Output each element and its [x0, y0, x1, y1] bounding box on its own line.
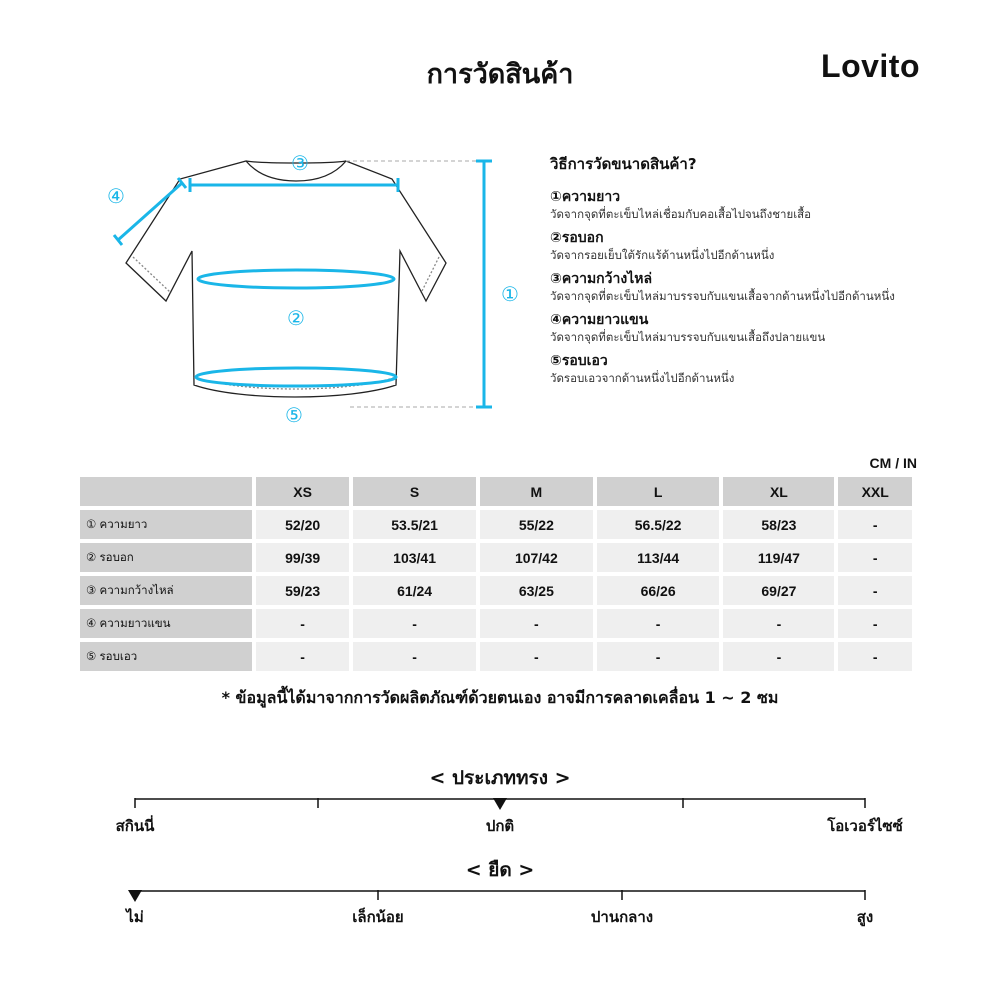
- instruction-desc: วัดจากจุดที่ตะเข็บไหล่เชื่อมกับคอเสื้อไปจนถึงชายเสื้อ: [550, 207, 812, 221]
- measurement-note: * ข้อมูลนี้ได้มาจากการวัดผลิตภัณฑ์ด้วยตนเอง อาจมีการคลาดเคลื่อน 1 ~ 2 ซม: [221, 688, 779, 707]
- table-row: [80, 642, 912, 671]
- row-label: ① ความยาว: [80, 510, 252, 539]
- table-cell: -: [838, 543, 912, 572]
- instruction-desc: วัดจากรอยเย็บใต้รักแร้ด้านหนึ่งไปอีกด้านหนึ่ง: [550, 248, 775, 262]
- marker-length: ①: [501, 282, 519, 306]
- instruction-item: [550, 352, 990, 387]
- instruction-title: ⑤รอบเอว: [550, 353, 608, 369]
- stretch-selected-marker-icon: [128, 890, 142, 902]
- table-cell: 99/39: [256, 543, 349, 572]
- instruction-item: [550, 311, 990, 346]
- table-cell: 113/44: [597, 543, 720, 572]
- instruction-item: [550, 229, 990, 264]
- table-cell: 52/20: [256, 510, 349, 539]
- size-header: L: [597, 477, 720, 506]
- table-cell: 63/25: [480, 576, 593, 605]
- table-cell: 69/27: [723, 576, 834, 605]
- table-header-row: [80, 477, 912, 506]
- table-cell: 61/24: [353, 576, 476, 605]
- table-corner: [80, 477, 252, 506]
- stretch-label-high: สูง: [856, 908, 874, 926]
- table-cell: -: [838, 609, 912, 638]
- brand-logo: Lovito: [821, 48, 920, 84]
- table-cell: -: [597, 642, 720, 671]
- stretch-scale-title: < ยืด >: [465, 859, 535, 881]
- table-cell: 107/42: [480, 543, 593, 572]
- table-cell: -: [838, 510, 912, 539]
- page-title: การวัดสินค้า: [426, 59, 574, 90]
- fit-label-oversize: โอเวอร์ไซซ์: [827, 817, 903, 835]
- instruction-item: [550, 188, 990, 223]
- table-row: [80, 510, 912, 539]
- tshirt-outline: [126, 161, 446, 397]
- stretch-label-none: ไม่: [126, 908, 144, 926]
- instruction-title: ①ความยาว: [550, 189, 621, 205]
- row-label: ⑤ รอบเอว: [80, 642, 252, 671]
- table-cell: -: [838, 642, 912, 671]
- size-header: M: [480, 477, 593, 506]
- instruction-desc: วัดจากจุดที่ตะเข็บไหล่มาบรรจบกับแขนเสื้อถึงปลายแขน: [550, 330, 826, 344]
- marker-shoulder: ③: [291, 151, 309, 175]
- table-row: [80, 543, 912, 572]
- table-cell: 66/26: [597, 576, 720, 605]
- instruction-desc: วัดรอบเอวจากด้านหนึ่งไปอีกด้านหนึ่ง: [550, 371, 735, 385]
- table-cell: -: [838, 576, 912, 605]
- unit-label: CM / IN: [869, 455, 917, 471]
- instruction-title: ②รอบอก: [550, 230, 604, 246]
- table-cell: -: [480, 609, 593, 638]
- fit-selected-marker-icon: [493, 798, 507, 810]
- instruction-title: ③ความกว้างไหล่: [550, 271, 653, 287]
- size-header: XXL: [838, 477, 912, 506]
- size-table: [76, 473, 916, 675]
- measure-instructions: [550, 152, 990, 393]
- table-row: [80, 576, 912, 605]
- table-cell: -: [256, 609, 349, 638]
- size-header: XS: [256, 477, 349, 506]
- fit-label-skinny: สกินนี่: [115, 817, 155, 835]
- table-cell: 56.5/22: [597, 510, 720, 539]
- table-cell: 53.5/21: [353, 510, 476, 539]
- size-header: XL: [723, 477, 834, 506]
- instruction-title: ④ความยาวแขน: [550, 312, 649, 328]
- table-cell: 55/22: [480, 510, 593, 539]
- table-cell: -: [353, 642, 476, 671]
- fit-label-regular: ปกติ: [485, 817, 515, 835]
- row-label: ③ ความกว้างไหล่: [80, 576, 252, 605]
- stretch-scale-bar: [0, 882, 1000, 912]
- table-cell: -: [480, 642, 593, 671]
- marker-sleeve: ④: [107, 184, 125, 208]
- table-cell: -: [256, 642, 349, 671]
- marker-waist: ⑤: [285, 403, 303, 425]
- table-cell: 58/23: [723, 510, 834, 539]
- table-cell: -: [723, 642, 834, 671]
- row-label: ② รอบอก: [80, 543, 252, 572]
- table-cell: -: [597, 609, 720, 638]
- marker-chest: ②: [287, 306, 305, 330]
- table-cell: -: [353, 609, 476, 638]
- size-header: S: [353, 477, 476, 506]
- stretch-label-medium: ปานกลาง: [590, 908, 654, 926]
- table-cell: -: [723, 609, 834, 638]
- instruction-desc: วัดจากจุดที่ตะเข็บไหล่มาบรรจบกับแขนเสื้อจากด้านหนึ่งไปอีกด้านหนึ่ง: [550, 289, 895, 303]
- table-cell: 59/23: [256, 576, 349, 605]
- instruction-item: [550, 270, 990, 305]
- stretch-label-slight: เล็กน้อย: [352, 908, 404, 926]
- garment-diagram: [100, 145, 520, 425]
- table-cell: 119/47: [723, 543, 834, 572]
- table-row: [80, 609, 912, 638]
- table-cell: 103/41: [353, 543, 476, 572]
- row-label: ④ ความยาวแขน: [80, 609, 252, 638]
- instructions-heading: วิธีการวัดขนาดสินค้า?: [550, 155, 697, 173]
- fit-scale-title: < ประเภททรง >: [429, 767, 571, 789]
